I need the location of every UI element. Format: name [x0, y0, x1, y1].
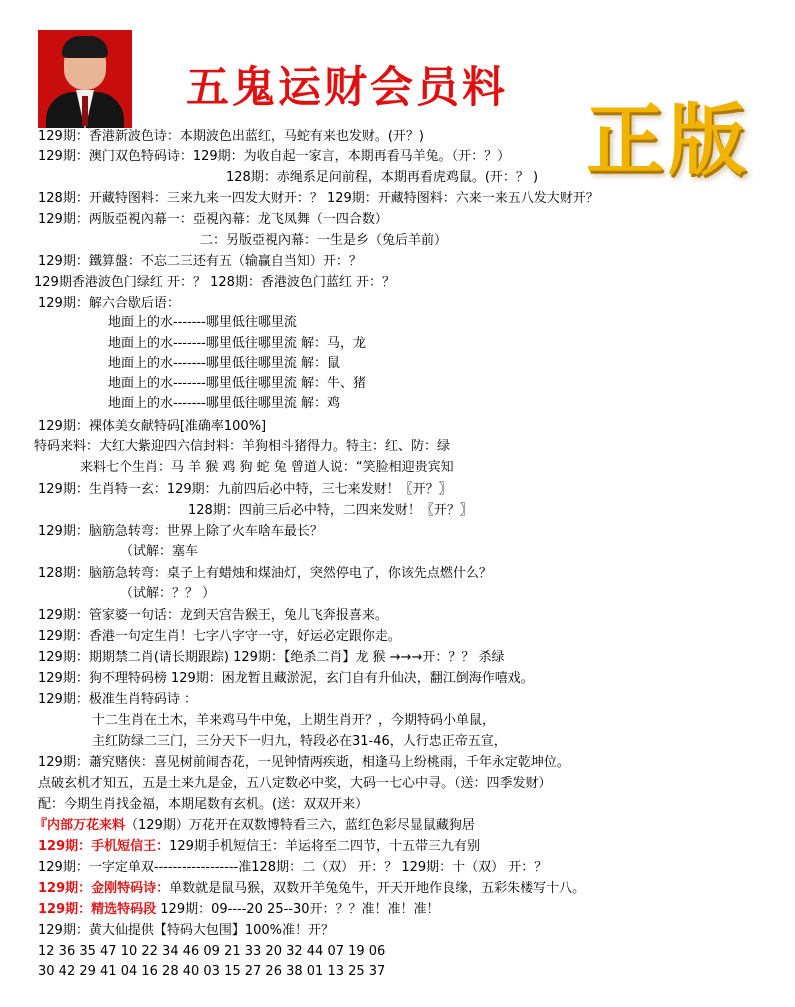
text-line: 129期：期期禁二肖(请长期跟踪) 129期：【绝杀二肖】龙 猴 →→→开：？？ 杀绿 [38, 650, 505, 665]
text-line: 129期：一字定单双------------------准128期：二（双） 开：？ 129期：十（双） 开：？ [38, 860, 548, 875]
text-line: （试解：塞车 [120, 544, 199, 559]
text-line: 128期：开藏特图料：三来九来一四发大财开：？ 129期：开藏特图料：六来一来五八发大财开？ [38, 191, 599, 206]
text-line [38, 902, 440, 918]
text-line: 129期：脑筋急转弯：世界上除了火车啥车最长？ [38, 524, 323, 539]
text-line: 129期：两版亞視內幕一：亞視內幕：龙飞凤舞（一四合数） [38, 212, 388, 227]
text-line: 129期：裸体美女献特码[准确率100%] [38, 419, 267, 434]
text-line: 129期：香港一句定生肖！七字八字守一守，好运必定跟你走。 [38, 629, 401, 644]
text-line [38, 839, 480, 855]
text-line: 129期香港波色门绿红 开：？ 128期：香港波色门蓝红 开：？ [34, 275, 396, 290]
highlight-label: 129期：金刚特码诗： [38, 881, 170, 896]
text-line: 30 42 29 41 04 16 28 40 03 15 27 26 38 01 13 25 37 [38, 964, 386, 979]
text-line: 129期：黄大仙提供【特码大包围】100%准！开？ [38, 923, 334, 938]
text-line: 12 36 35 47 10 22 34 46 09 21 33 20 32 44 07 19 06 [38, 944, 386, 959]
text-line: 129期：香港新波色诗：本期波色出蓝红，马蛇有来也发财。(开？) [38, 129, 424, 144]
text-line: 十二生肖在土木，羊来鸡马牛中兔，上期生肖开？，今期特码小单鼠， [92, 713, 496, 728]
text-line: 地面上的水-------哪里低往哪里流 解：鼠 [108, 356, 340, 371]
text-line: 地面上的水-------哪里低往哪里流 解：鸡 [108, 396, 340, 411]
line-text: （129期）万花开在双数博特看三六，蓝红色彩尽显鼠藏狗居 [125, 818, 475, 833]
text-line: 129期：狗不理特码榜 129期：困龙暂且藏淤泥，玄门自有升仙决，翻江倒海作嘻戏。 [38, 671, 534, 686]
page-title: 五鬼运财会员料 [186, 63, 508, 113]
text-line: 129期：极准生肖特码诗 ： [38, 692, 197, 707]
text-line: 二：另版亞視內幕：一生是乡（兔后羊前） [200, 233, 448, 248]
text-line: 129期：解六合歇后语： [38, 296, 180, 311]
text-line [34, 818, 475, 834]
text-line: 129期：澳门双色特码诗：129期：为收自起一家言，本期再看马羊兔。（开：？） [38, 149, 511, 164]
text-line: 128期：四前三后必中特，二四来发财！〖开？〗 [188, 503, 473, 518]
line-text: 129期手机短信王：羊运将至二四节，十五带三九有别 [169, 839, 480, 854]
text-line: 地面上的水-------哪里低往哪里流 解：牛、猪 [108, 376, 366, 391]
portrait-photo [38, 30, 132, 128]
line-text: 单数就是鼠马猴，双数开羊兔兔牛，开天开地作良缘，五彩朱楼写十八。 [169, 881, 586, 896]
text-line: 主红防绿二三门，三分天下一归九，特段必在31-46，人行忠正帝五宣， [92, 734, 507, 749]
text-line: 129期：鐵算盤：不忘二三还有五（输赢自当知）开：？ [38, 254, 362, 269]
text-line: 来料七个生肖：马 羊 猴 鸡 狗 蛇 兔 曾道人说：“笑脸相迎贵宾知 [80, 460, 454, 475]
portrait-hair [62, 36, 108, 58]
text-line: 特码来料：大红大紫迎四六信封料：羊狗相斗猪得力。特主：红、防：绿 [34, 439, 451, 454]
genuine-stamp: 正版 [586, 95, 751, 186]
text-line: 地面上的水-------哪里低往哪里流 解：马，龙 [108, 336, 366, 351]
text-line: 点破玄机才知五，五是土来九是金，五八定数必中奖，大码一七心中寻。（送：四季发财） [38, 776, 552, 791]
highlight-label: 129期：精选特码段 [38, 902, 157, 917]
text-line: 配：今期生肖找金福，本期尾数有玄机。(送：双双开来） [38, 797, 369, 812]
text-line: 129期：蕭究赌侠：喜见树前闹杏花，一见钟情两疾逝，相逢马上纷桃雨，千年永定乾坤位。 [38, 755, 570, 770]
text-line: 128期：赤绳系足问前程，本期再看虎鸡鼠。(开：？ ) [226, 170, 539, 185]
text-line: 129期：生肖特一玄：129期：九前四后必中特，三七来发财！〖开？〗 [38, 482, 452, 497]
text-line: 地面上的水-------哪里低往哪里流 [108, 315, 297, 330]
portrait-tie [82, 96, 88, 126]
highlight-label: 129期：手机短信王： [38, 839, 170, 854]
highlight-label: 『内部万花来料 [34, 818, 126, 833]
text-line: 128期：脑筋急转弯：桌子上有蜡烛和煤油灯，突然停电了，你该先点燃什么？ [38, 566, 492, 581]
text-line: 129期：管家婆一句话：龙到天宫告猴王，兔儿飞奔报喜来。 [38, 608, 388, 623]
text-line [38, 881, 585, 897]
text-line: （试解：？？ ） [120, 586, 216, 601]
line-text: 129期：09----20 25--30开：？？准！准！准！ [156, 902, 440, 917]
